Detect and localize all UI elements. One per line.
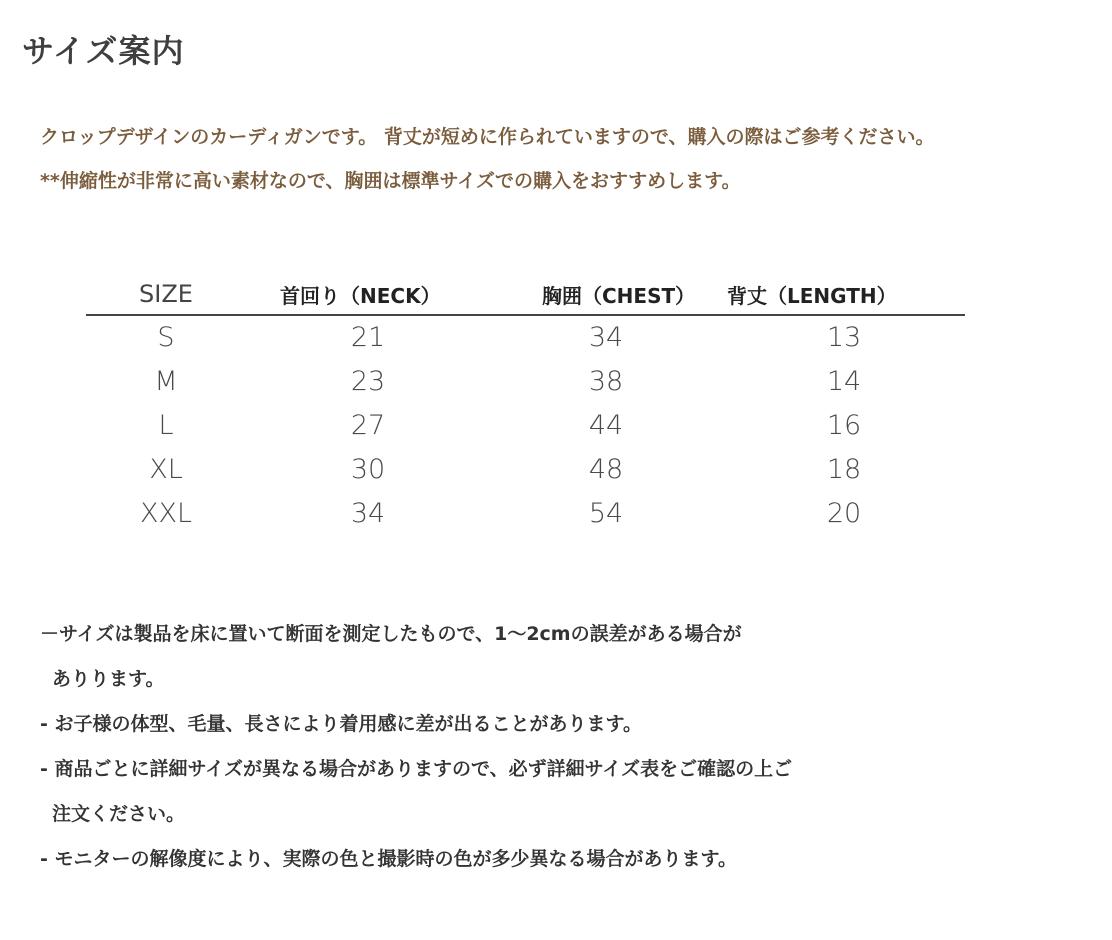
note-line: 注文ください。: [52, 803, 186, 825]
length-cell: 14: [826, 366, 862, 397]
neck-cell: 21: [350, 322, 386, 353]
note-line: ありります。: [52, 668, 165, 690]
length-cell: 18: [826, 454, 862, 485]
length-cell: 13: [826, 322, 862, 353]
chest-cell: 38: [588, 366, 624, 397]
table-row: [86, 404, 965, 448]
table-row: [86, 316, 965, 360]
table-row: [86, 360, 965, 404]
neck-cell: 27: [350, 410, 386, 441]
size-cell: S: [157, 322, 175, 353]
chest-cell: 34: [588, 322, 624, 353]
chest-cell: 44: [588, 410, 624, 441]
neck-cell: 34: [350, 498, 386, 529]
table-row: [86, 448, 965, 492]
neck-cell: 23: [350, 366, 386, 397]
size-cell: XL: [149, 454, 183, 485]
header-length: 背丈（LENGTH）: [727, 283, 897, 308]
size-cell: L: [158, 410, 174, 441]
header-neck: 首回り（NECK）: [280, 283, 441, 308]
size-table-header: [86, 274, 965, 316]
intro-text-line-1: クロップデザインのカーディガンです。 背丈が短めに作られていますので、購入の際はご参考ください。: [40, 126, 935, 148]
size-cell: M: [154, 366, 178, 397]
chest-cell: 48: [588, 454, 624, 485]
intro-text-line-2: **伸縮性が非常に高い素材なので、胸囲は標準サイズでの購入をおすすめします。: [40, 170, 741, 192]
length-cell: 16: [826, 410, 862, 441]
table-row: [86, 492, 965, 536]
note-line: －サイズは製品を床に置いて断面を測定したもので、1～2cmの誤差がある場合が: [40, 623, 742, 645]
page-title: サイズ案内: [22, 32, 185, 70]
header-chest: 胸囲（CHEST）: [542, 283, 696, 308]
size-table: [86, 274, 965, 536]
length-cell: 20: [826, 498, 862, 529]
notes-list: [40, 612, 1100, 882]
size-table-body: [86, 316, 965, 536]
chest-cell: 54: [588, 498, 624, 529]
note-line: - モニターの解像度により、実際の色と撮影時の色が多少異なる場合があります。: [40, 848, 737, 870]
note-line: - 商品ごとに詳細サイズが異なる場合がありますので、必ず詳細サイズ表をご確認の上ご: [40, 758, 793, 780]
note-line: - お子様の体型、毛量、長さにより着用感に差が出ることがあります。: [40, 713, 642, 735]
header-size: SIZE: [139, 280, 193, 308]
size-cell: XXL: [139, 498, 193, 529]
neck-cell: 30: [350, 454, 386, 485]
